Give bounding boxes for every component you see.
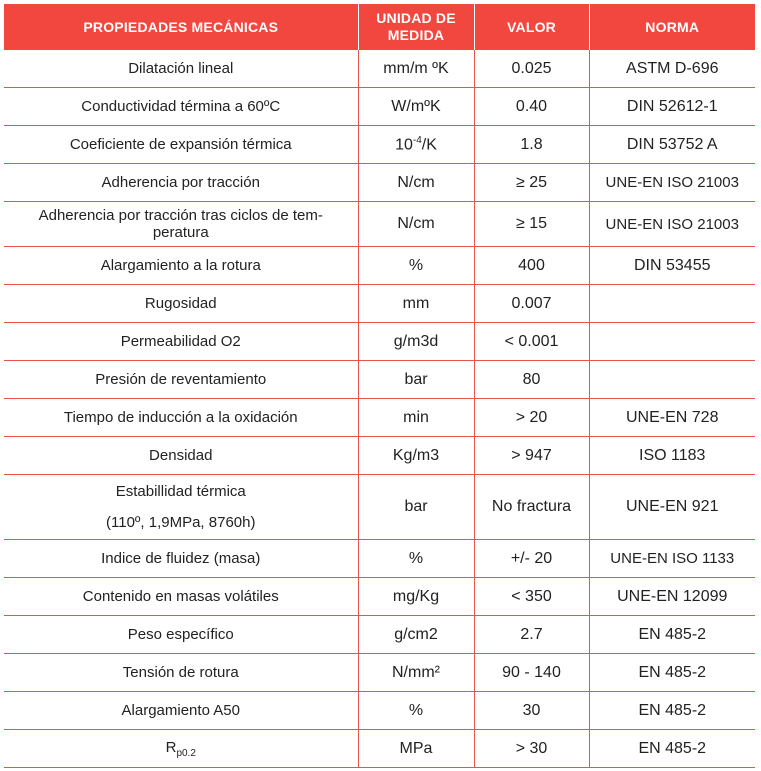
property-cell: Rugosidad [4, 285, 358, 323]
header-unit-line2: MEDIDA [387, 27, 445, 43]
norm-cell: DIN 52612-1 [589, 88, 755, 126]
norm-cell: UNE-EN 921 [589, 475, 755, 540]
unit-cell: MPa [358, 730, 474, 768]
unit-cell: mm [358, 285, 474, 323]
unit-cell: g/cm2 [358, 616, 474, 654]
table-row [4, 578, 755, 616]
property-subscript: p0.2 [176, 747, 196, 759]
norm-cell: ISO 1183 [589, 437, 755, 475]
header-norm: NORMA [589, 4, 755, 50]
unit-cell: % [358, 692, 474, 730]
property-cell: Densidad [4, 437, 358, 475]
norm-cell [589, 361, 755, 399]
value-cell: < 350 [474, 578, 589, 616]
unit-cell: Kg/m3 [358, 437, 474, 475]
header-value: VALOR [474, 4, 589, 50]
unit-cell: % [358, 247, 474, 285]
value-cell: ≥ 15 [474, 202, 589, 247]
value-cell: ≥ 25 [474, 164, 589, 202]
property-cell: Dilatación lineal [4, 50, 358, 88]
property-cell: Contenido en masas volátiles [4, 578, 358, 616]
value-cell: > 20 [474, 399, 589, 437]
unit-cell [358, 126, 474, 164]
table-row [4, 475, 755, 540]
property-cell: Coeficiente de expansión térmica [4, 126, 358, 164]
value-cell: 80 [474, 361, 589, 399]
value-cell: 1.8 [474, 126, 589, 164]
property-cell: Tensión de rotura [4, 654, 358, 692]
value-cell: 0.025 [474, 50, 589, 88]
property-cell: Tiempo de inducción a la oxidación [4, 399, 358, 437]
property-cell: Indice de fluidez (masa) [4, 540, 358, 578]
table-row [4, 540, 755, 578]
property-cell [4, 202, 358, 247]
norm-cell: UNE-EN 12099 [589, 578, 755, 616]
unit-base: 10 [395, 136, 413, 154]
unit-exponent: -4 [412, 134, 422, 146]
norm-cell: DIN 53455 [589, 247, 755, 285]
property-line2: (110º, 1,9MPa, 8760h) [106, 514, 256, 531]
norm-cell: EN 485-2 [589, 730, 755, 768]
norm-cell: EN 485-2 [589, 654, 755, 692]
unit-cell: min [358, 399, 474, 437]
unit-cell: bar [358, 361, 474, 399]
table-row [4, 654, 755, 692]
unit-cell: g/m3d [358, 323, 474, 361]
norm-cell: UNE-EN ISO 21003 [589, 202, 755, 247]
table-row [4, 164, 755, 202]
property-cell: Adherencia por tracción [4, 164, 358, 202]
table-row [4, 126, 755, 164]
norm-cell: ASTM D-696 [589, 50, 755, 88]
header-unit [358, 4, 474, 50]
property-cell: Peso específico [4, 616, 358, 654]
mechanical-properties-table [4, 4, 755, 768]
table-row [4, 202, 755, 247]
table-row [4, 285, 755, 323]
unit-cell: W/mºK [358, 88, 474, 126]
value-cell: 2.7 [474, 616, 589, 654]
table-row [4, 88, 755, 126]
unit-cell: N/cm [358, 164, 474, 202]
norm-cell: EN 485-2 [589, 692, 755, 730]
property-cell: Conductividad términa a 60ºC [4, 88, 358, 126]
property-line2: peratura [152, 224, 209, 241]
property-cell: Alargamiento a la rotura [4, 247, 358, 285]
value-cell: 0.007 [474, 285, 589, 323]
table-row [4, 323, 755, 361]
norm-cell: UNE-EN ISO 1133 [589, 540, 755, 578]
unit-cell: N/cm [358, 202, 474, 247]
value-cell: > 947 [474, 437, 589, 475]
table-row [4, 361, 755, 399]
value-cell: No fractura [474, 475, 589, 540]
table-row [4, 437, 755, 475]
value-cell: 30 [474, 692, 589, 730]
property-cell: Presión de reventamiento [4, 361, 358, 399]
unit-cell: mm/m ºK [358, 50, 474, 88]
table-row [4, 730, 755, 768]
table-row [4, 399, 755, 437]
property-cell: Alargamiento A50 [4, 692, 358, 730]
property-cell [4, 730, 358, 768]
property-cell [4, 475, 358, 540]
unit-cell: mg/Kg [358, 578, 474, 616]
norm-cell: EN 485-2 [589, 616, 755, 654]
property-base: R [165, 738, 177, 756]
table-row [4, 692, 755, 730]
norm-cell: UNE-EN ISO 21003 [589, 164, 755, 202]
value-cell: > 30 [474, 730, 589, 768]
table-row [4, 50, 755, 88]
property-cell: Permeabilidad O2 [4, 323, 358, 361]
value-cell: 0.40 [474, 88, 589, 126]
unit-cell: N/mm² [358, 654, 474, 692]
value-cell: 90 - 140 [474, 654, 589, 692]
norm-cell: DIN 53752 A [589, 126, 755, 164]
table-header [4, 4, 755, 50]
norm-cell [589, 323, 755, 361]
header-unit-line1: UNIDAD DE [376, 10, 456, 26]
norm-cell: UNE-EN 728 [589, 399, 755, 437]
table-row [4, 616, 755, 654]
table-row [4, 247, 755, 285]
unit-tail: /K [421, 136, 437, 154]
unit-cell: bar [358, 475, 474, 540]
value-cell: < 0.001 [474, 323, 589, 361]
value-cell: 400 [474, 247, 589, 285]
value-cell: +/- 20 [474, 540, 589, 578]
header-properties: PROPIEDADES MECÁNICAS [4, 4, 358, 50]
unit-cell: % [358, 540, 474, 578]
property-line1: Adherencia por tracción tras ciclos de tem- [38, 207, 323, 224]
property-line1: Estabillidad térmica [115, 483, 246, 500]
norm-cell [589, 285, 755, 323]
